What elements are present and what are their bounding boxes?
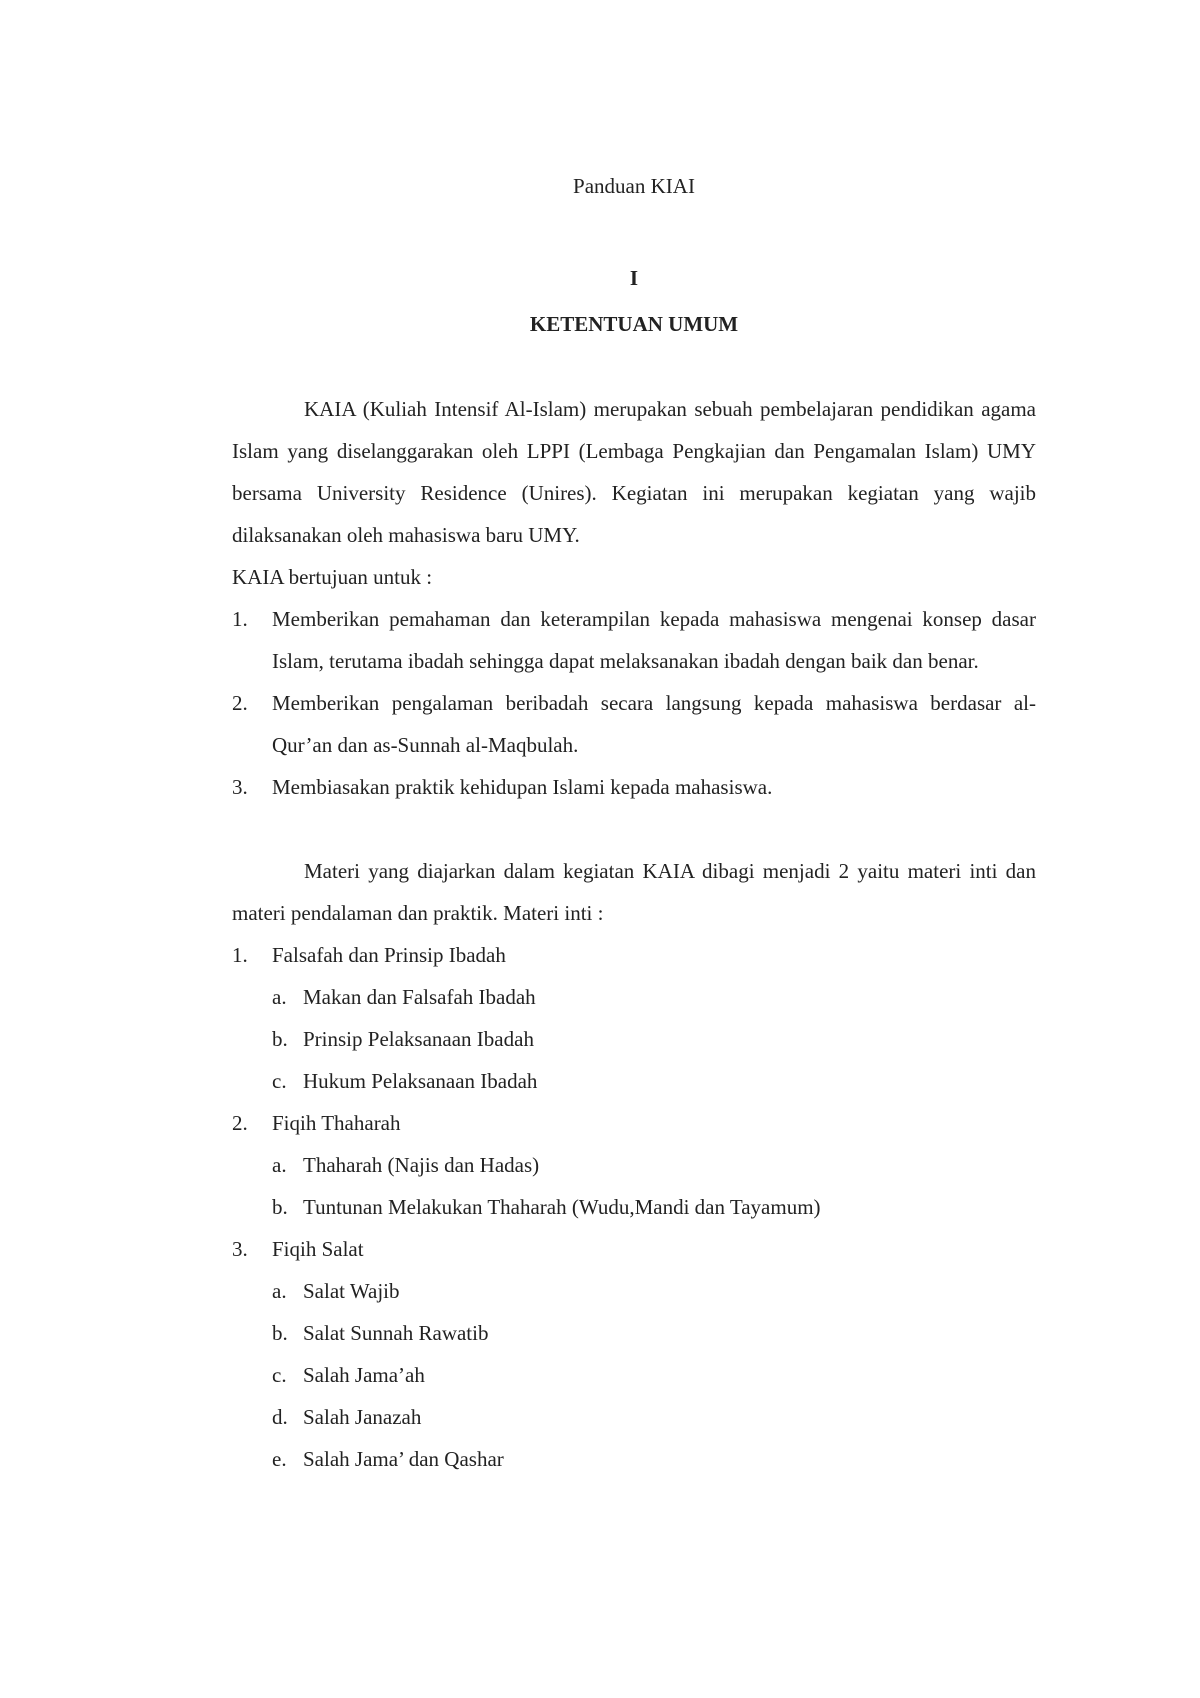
- goals-intro: KAIA bertujuan untuk :: [232, 565, 433, 589]
- sub-item-text: Prinsip Pelaksanaan Ibadah: [303, 1027, 534, 1051]
- document-title: Panduan KIAI: [573, 174, 695, 198]
- goal-item: [232, 766, 1036, 808]
- list-marker: 1.: [232, 607, 248, 631]
- sub-item-text: Salah Jama’ah: [303, 1363, 425, 1387]
- list-marker: 1.: [232, 943, 248, 967]
- goals-list: [232, 598, 1036, 808]
- sub-item: [272, 1438, 1036, 1480]
- list-marker: 2.: [232, 1111, 248, 1135]
- sub-marker: e.: [272, 1447, 287, 1471]
- sub-item-text: Salah Janazah: [303, 1405, 422, 1429]
- sub-marker: a.: [272, 1279, 287, 1303]
- sub-item: [272, 1270, 1036, 1312]
- material-title: Falsafah dan Prinsip Ibadah: [272, 943, 506, 967]
- sub-item-text: Makan dan Falsafah Ibadah: [303, 985, 536, 1009]
- sub-list: [272, 976, 1036, 1102]
- goal-text: Membiasakan praktik kehidupan Islami kepada mahasiswa.: [272, 775, 773, 799]
- goal-item: [232, 598, 1036, 682]
- sub-item: [272, 1312, 1036, 1354]
- list-marker: 3.: [232, 775, 248, 799]
- sub-item-text: Thaharah (Najis dan Hadas): [303, 1153, 540, 1177]
- sub-marker: d.: [272, 1405, 288, 1429]
- list-marker: 2.: [232, 691, 248, 715]
- list-marker: 3.: [232, 1237, 248, 1261]
- sub-list: [272, 1144, 1036, 1228]
- goal-item: [232, 682, 1036, 766]
- page-content: [232, 172, 1036, 1480]
- material-section: [232, 934, 1036, 1102]
- material-title: Fiqih Thaharah: [272, 1111, 401, 1135]
- sub-marker: c.: [272, 1069, 287, 1093]
- sub-item: [272, 1354, 1036, 1396]
- material-section: [232, 1228, 1036, 1480]
- sub-marker: a.: [272, 1153, 287, 1177]
- intro-paragraph: KAIA (Kuliah Intensif Al-Islam) merupakan sebuah pembelajaran pendidikan agama Islam yang diselanggarakan oleh LPPI (Lembaga Pengkajian dan Pengamalan Islam) UMY bersama University Residence (Unires). Kegiatan ini merupakan kegiatan yang wajib dilaksanakan oleh mahasiswa baru UMY.: [232, 397, 1036, 547]
- material-title: Fiqih Salat: [272, 1237, 364, 1261]
- sub-list: [272, 1270, 1036, 1480]
- chapter-number: I: [629, 266, 639, 290]
- sub-item-text: Hukum Pelaksanaan Ibadah: [303, 1069, 538, 1093]
- sub-item-text: Salat Sunnah Rawatib: [303, 1321, 489, 1345]
- sub-item-text: Salat Wajib: [303, 1279, 400, 1303]
- sub-item: [272, 1018, 1036, 1060]
- goal-text: Memberikan pengalaman beribadah secara langsung kepada mahasiswa berdasar al-Qur’an dan as-Sunnah al-Maqbulah.: [272, 691, 1036, 757]
- sub-item: [272, 1060, 1036, 1102]
- core-materials-list: [232, 934, 1036, 1480]
- sub-item-text: Salah Jama’ dan Qashar: [303, 1447, 504, 1471]
- sub-item: [272, 1186, 1036, 1228]
- materials-paragraph: Materi yang diajarkan dalam kegiatan KAIA dibagi menjadi 2 yaitu materi inti dan materi pendalaman dan praktik. Materi inti :: [232, 859, 1036, 925]
- goal-text: Memberikan pemahaman dan keterampilan kepada mahasiswa mengenai konsep dasar Islam, terutama ibadah sehingga dapat melaksanakan ibadah dengan baik dan benar.: [272, 607, 1036, 673]
- sub-marker: c.: [272, 1363, 287, 1387]
- sub-item: [272, 1396, 1036, 1438]
- sub-marker: b.: [272, 1027, 288, 1051]
- sub-item: [272, 1144, 1036, 1186]
- sub-marker: a.: [272, 985, 287, 1009]
- sub-marker: b.: [272, 1321, 288, 1345]
- material-section: [232, 1102, 1036, 1228]
- sub-marker: b.: [272, 1195, 288, 1219]
- sub-item-text: Tuntunan Melakukan Thaharah (Wudu,Mandi dan Tayamum): [303, 1195, 821, 1219]
- chapter-title: KETENTUAN UMUM: [529, 312, 739, 336]
- sub-item: [272, 976, 1036, 1018]
